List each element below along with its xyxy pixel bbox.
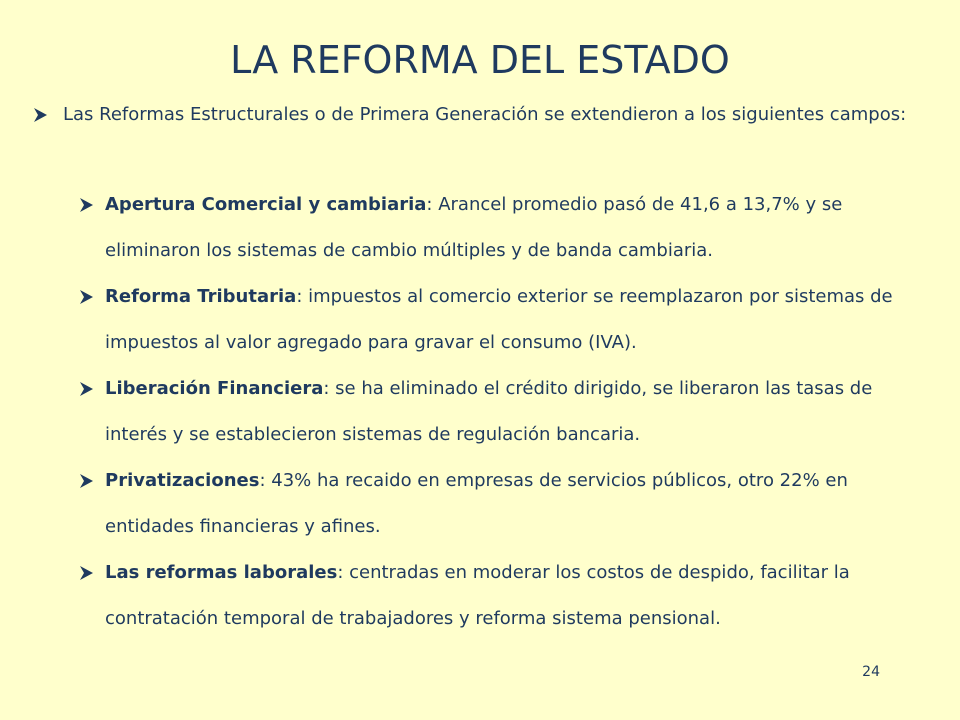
arrow-bullet-icon (78, 366, 104, 412)
reform-list (78, 182, 938, 642)
intro-text: Las Reformas Estructurales o de Primera Generación se extendieron a los siguientes campos: (63, 104, 907, 125)
reform-item-text (105, 366, 938, 458)
arrow-bullet-icon (32, 92, 60, 138)
reform-item-lead: Las reformas laborales (105, 562, 338, 583)
arrow-bullet-icon (78, 550, 104, 596)
reform-item-body: : centradas en moderar los costos de despido, facilitar la contratación temporal de trabajadores y reforma sistema pensional. (105, 562, 850, 629)
reform-item-apertura (78, 182, 938, 274)
reform-item-text (105, 274, 938, 366)
reform-item-lead: Reforma Tributaria (105, 286, 297, 307)
reform-item-text (105, 550, 938, 642)
intro-bullet (32, 92, 912, 138)
reform-item-body: : impuestos al comercio exterior se reemplazaron por sistemas de impuestos al valor agregado para gravar el consumo (IVA). (105, 286, 893, 353)
reform-item-financiera (78, 366, 938, 458)
arrow-bullet-icon (78, 274, 104, 320)
reform-item-tributaria (78, 274, 938, 366)
reform-item-text (105, 182, 938, 274)
reform-item-laborales (78, 550, 938, 642)
arrow-bullet-icon (78, 458, 104, 504)
slide-title: LA REFORMA DEL ESTADO (230, 38, 730, 82)
page-number: 24 (862, 664, 880, 680)
reform-item-body: : 43% ha recaido en empresas de servicios públicos, otro 22% en entidades financieras y afines. (105, 470, 848, 537)
reform-item-lead: Privatizaciones (105, 470, 260, 491)
reform-item-lead: Apertura Comercial y cambiaria (105, 194, 427, 215)
arrow-bullet-icon (78, 182, 104, 228)
reform-item-lead: Liberación Financiera (105, 378, 324, 399)
reform-item-privatizaciones (78, 458, 938, 550)
reform-item-body: : se ha eliminado el crédito dirigido, se liberaron las tasas de interés y se establecieron sistemas de regulación bancaria. (105, 378, 873, 445)
reform-item-text (105, 458, 938, 550)
reform-item-body: : Arancel promedio pasó de 41,6 a 13,7% y se eliminaron los sistemas de cambio múltiples y de banda cambiaria. (105, 194, 843, 261)
